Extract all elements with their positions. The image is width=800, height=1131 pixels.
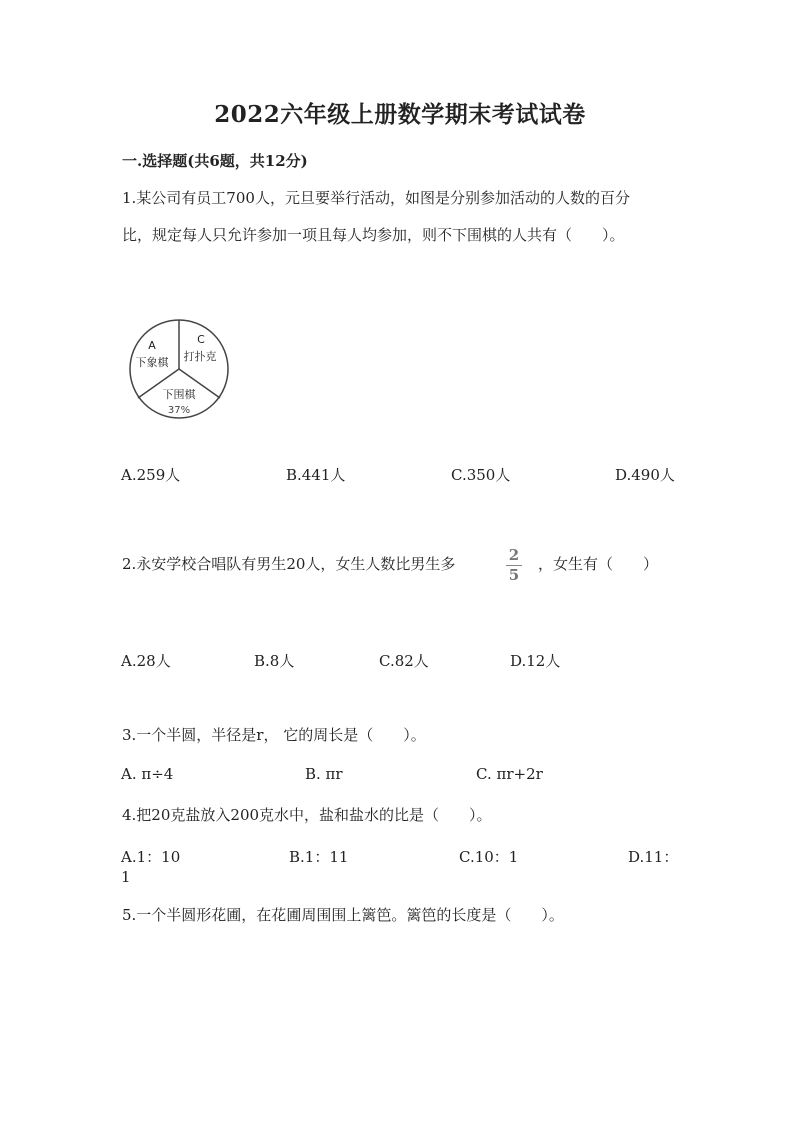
slice-a-letter: A <box>148 339 156 352</box>
question-5-text: 5.一个半圆形花圃，在花圃周围围上篱笆。篱笆的长度是（ ）。 <box>122 906 564 924</box>
q2-option-c[interactable]: C.82人 <box>379 652 429 670</box>
question-1-line-1: 1.某公司有员工700人，元旦要举行活动，如图是分别参加活动的人数的百分 <box>122 189 630 207</box>
q4-option-d-wrap: 1 <box>121 868 131 886</box>
question-2-text-end: ，女生有（ ） <box>538 555 659 573</box>
slice-a-label: 下象棋 <box>135 356 169 369</box>
pie-chart-figure <box>128 316 230 422</box>
q4-option-d[interactable]: D.11： <box>628 848 679 866</box>
slice-c-label: 打扑克 <box>183 350 217 363</box>
section-heading: 一.选择题(共6题，共12分) <box>122 152 308 170</box>
fraction-numerator: 2 <box>508 546 520 564</box>
q4-option-c[interactable]: C.10：1 <box>459 848 519 866</box>
slice-b-label: 下围棋 <box>162 388 196 401</box>
question-2-text: 2.永安学校合唱队有男生20人，女生人数比男生多 <box>122 555 456 573</box>
q3-option-a[interactable]: A. π÷4 <box>121 765 174 783</box>
q2-option-a[interactable]: A.28人 <box>121 652 171 670</box>
q4-option-b[interactable]: B.1：11 <box>289 848 349 866</box>
fraction-two-fifths <box>504 547 524 584</box>
question-1-line-2: 比，规定每人只允许参加一项且每人均参加，则不下围棋的人共有（ ）。 <box>122 226 625 244</box>
fraction-denominator: 5 <box>508 566 520 584</box>
q1-option-b[interactable]: B.441人 <box>286 466 346 484</box>
question-4-text: 4.把20克盐放入200克水中，盐和盐水的比是（ ）。 <box>122 806 492 824</box>
page-title: 2022六年级上册数学期末考试试卷 <box>214 101 586 128</box>
question-3-text: 3.一个半圆，半径是r， 它的周长是（ ）。 <box>122 726 426 744</box>
q1-option-d[interactable]: D.490人 <box>615 466 675 484</box>
q1-option-c[interactable]: C.350人 <box>451 466 511 484</box>
q1-option-a[interactable]: A.259人 <box>121 466 181 484</box>
q4-option-a[interactable]: A.1：10 <box>121 848 181 866</box>
slice-b-percent: 37% <box>167 405 191 416</box>
q3-option-c[interactable]: C. πr+2r <box>476 765 543 783</box>
q2-option-d[interactable]: D.12人 <box>510 652 561 670</box>
slice-c-letter: C <box>197 333 205 346</box>
q2-option-b[interactable]: B.8人 <box>254 652 295 670</box>
q3-option-b[interactable]: B. πr <box>305 765 343 783</box>
